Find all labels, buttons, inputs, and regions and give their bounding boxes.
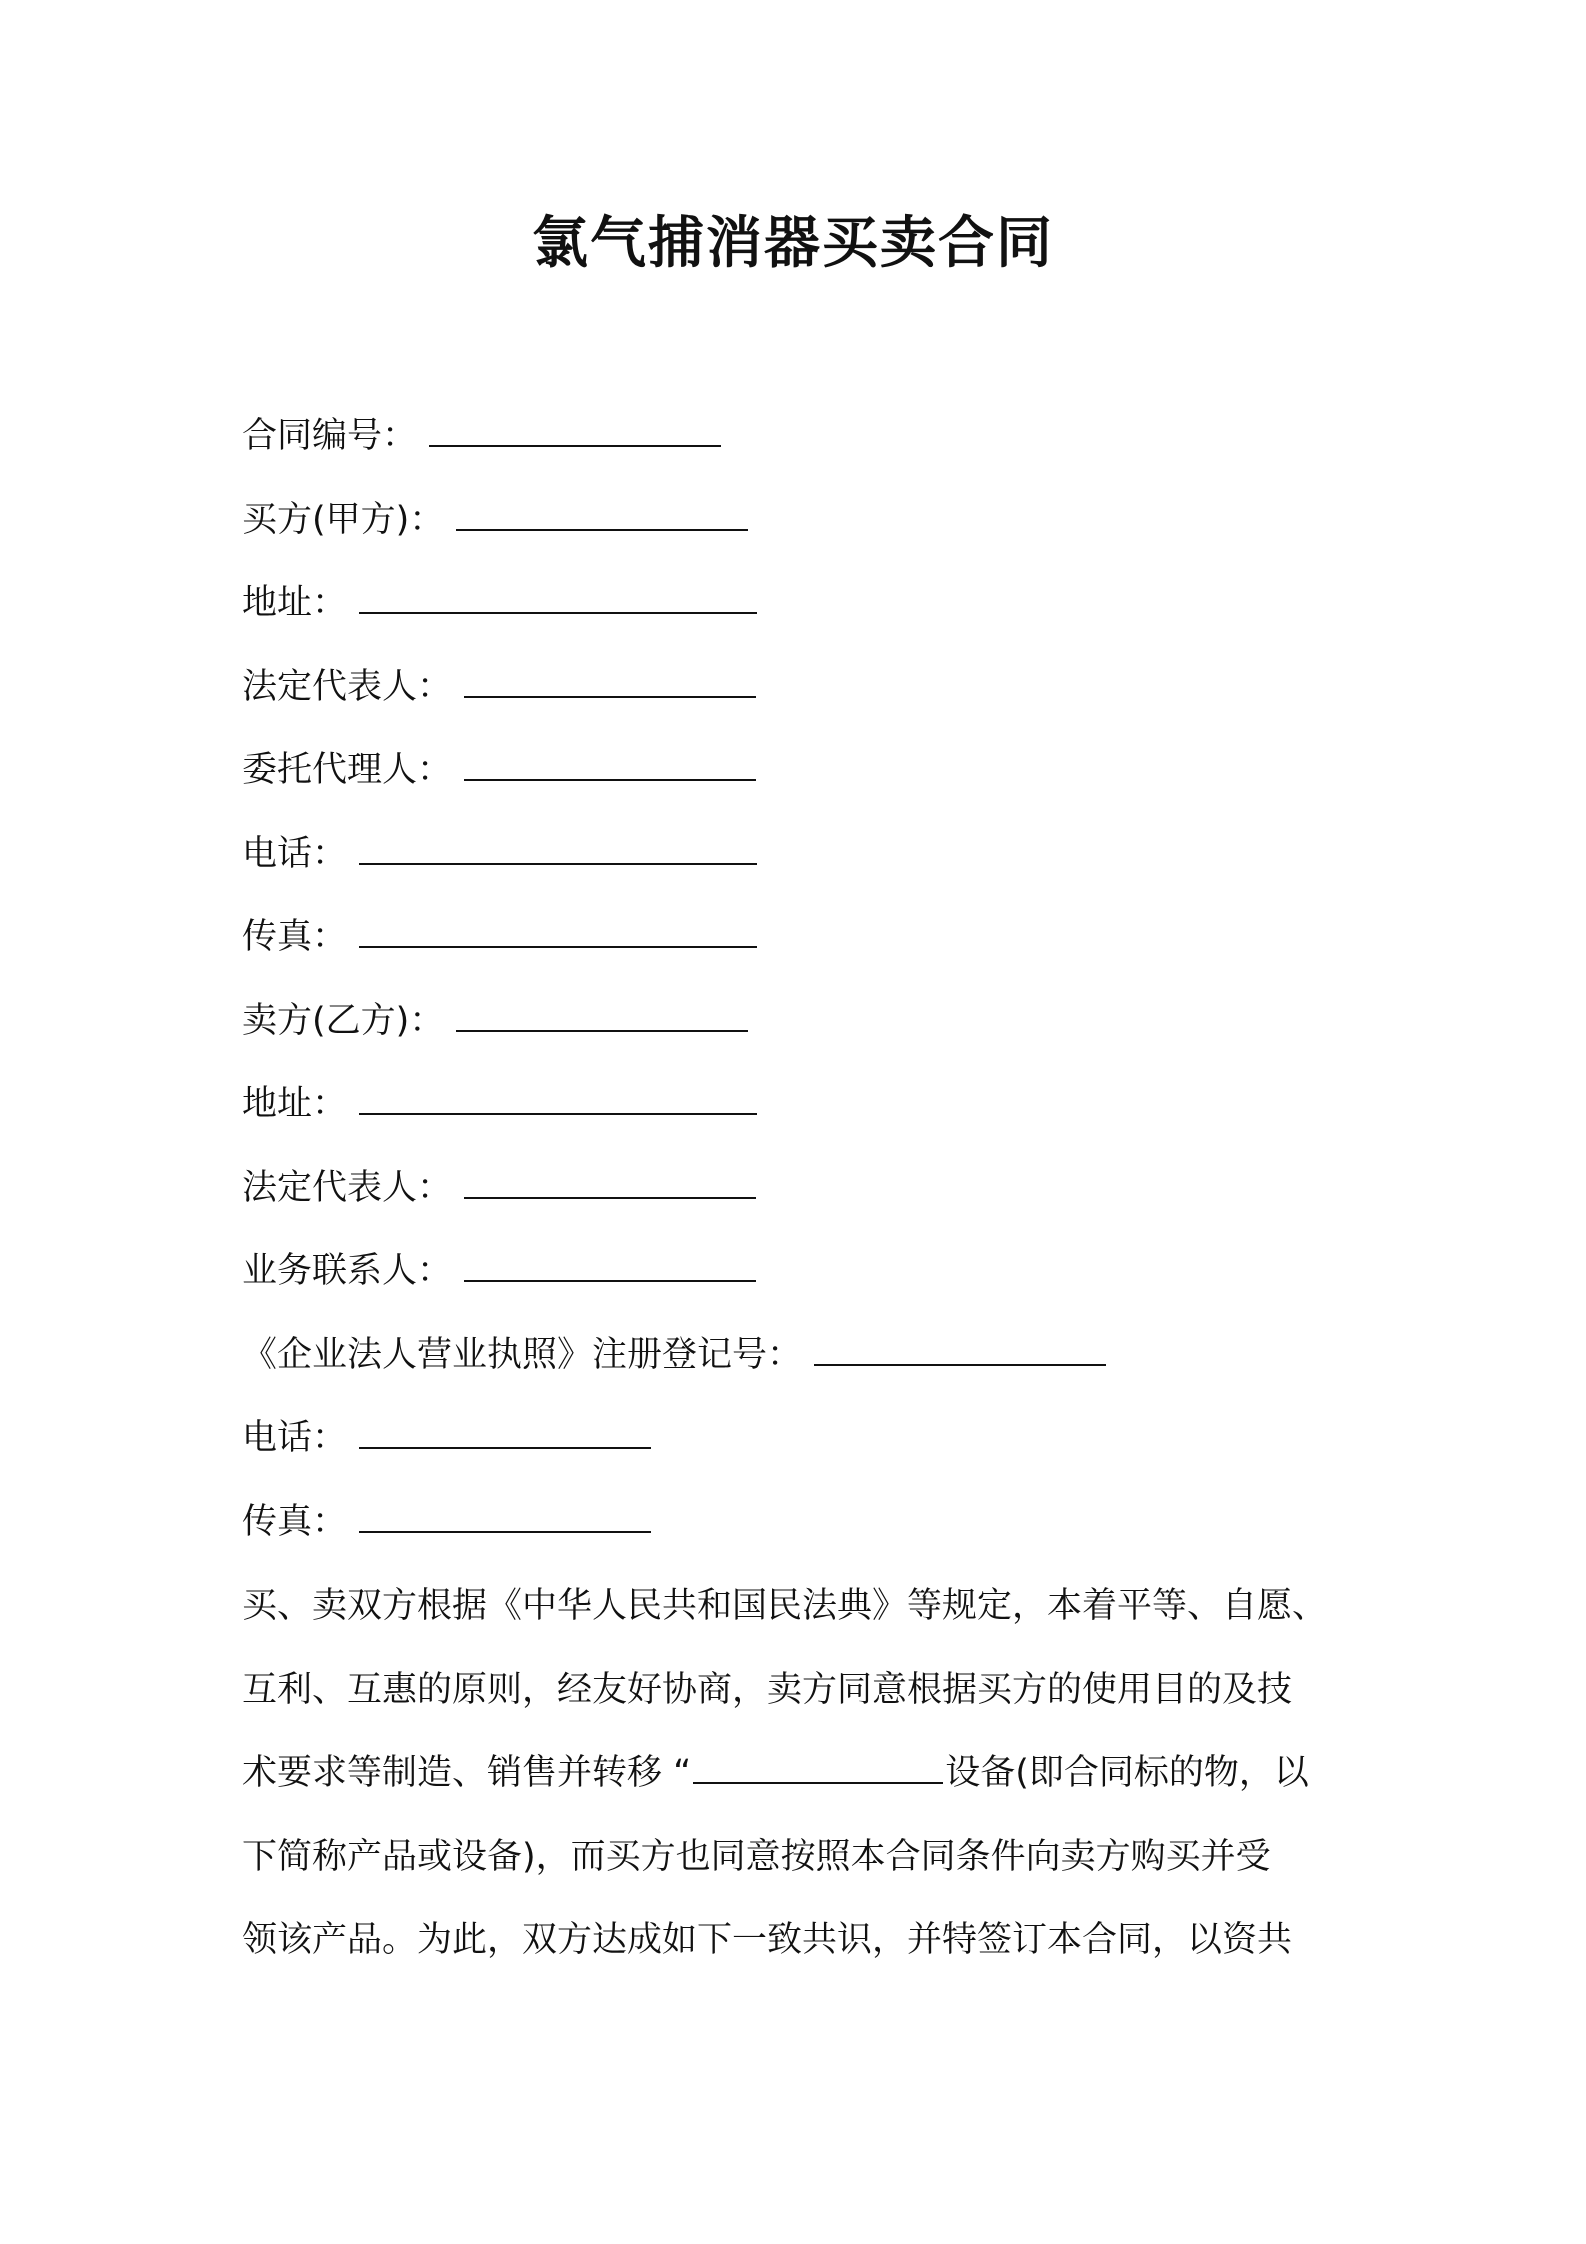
field-seller-address <box>242 1076 1362 1160</box>
blank-line <box>359 582 757 614</box>
field-label: 传真： <box>242 917 348 957</box>
field-seller-contact <box>242 1243 1362 1327</box>
blank-line <box>359 1083 757 1115</box>
field-label: 传真： <box>242 1501 348 1542</box>
blank-line <box>456 1000 748 1032</box>
field-contract-number <box>242 408 1362 492</box>
blank-line <box>464 1250 756 1282</box>
field-label: 电话： <box>242 833 348 874</box>
field-buyer-fax <box>242 909 1362 993</box>
field-label: 买方(甲方)： <box>242 499 445 540</box>
paragraph-line: 互利、互惠的原则，经友好协商，卖方同意根据买方的使用目的及技 <box>242 1669 1293 1710</box>
paragraph-text: 设备(即合同标的物，以 <box>945 1753 1309 1793</box>
field-label: 地址： <box>242 583 348 623</box>
blank-line <box>464 666 756 698</box>
field-seller <box>242 993 1362 1077</box>
field-seller-phone <box>242 1410 1362 1494</box>
field-seller-fax <box>242 1494 1362 1578</box>
contract-preamble <box>242 1578 1362 1996</box>
field-label: 业务联系人： <box>242 1251 453 1291</box>
blank-line <box>429 415 721 447</box>
field-label: 电话： <box>242 1418 348 1458</box>
field-seller-legal-rep <box>242 1160 1362 1244</box>
paragraph-text: 术要求等制造、销售并转移 “ <box>242 1753 692 1793</box>
paragraph-line: 下简称产品或设备)，而买方也同意按照本合同条件向卖方购买并受 <box>242 1836 1271 1877</box>
field-buyer-agent <box>242 742 1362 826</box>
field-buyer-address <box>242 575 1362 659</box>
blank-line <box>464 1167 756 1199</box>
field-buyer-legal-rep <box>242 659 1362 743</box>
field-buyer <box>242 492 1362 576</box>
field-buyer-phone <box>242 826 1362 910</box>
party-info-fields <box>242 408 1362 1577</box>
blank-line <box>359 916 757 948</box>
blank-line <box>693 1752 943 1784</box>
field-label: 法定代表人： <box>242 666 453 707</box>
blank-line <box>359 833 757 865</box>
field-label: 法定代表人： <box>242 1167 453 1208</box>
field-seller-registration <box>242 1327 1362 1411</box>
field-label: 地址： <box>242 1084 348 1124</box>
field-label: 卖方(乙方)： <box>242 1000 445 1041</box>
document-title: 氯气捕消器买卖合同 <box>532 211 1054 276</box>
field-label: 合同编号： <box>242 416 418 456</box>
paragraph-line: 买、卖双方根据《中华人民共和国民法典》等规定，本着平等、自愿、 <box>242 1586 1328 1626</box>
blank-line <box>359 1417 651 1449</box>
field-label: 《企业法人营业执照》注册登记号： <box>242 1334 803 1375</box>
blank-line <box>359 1501 651 1533</box>
paragraph-line: 领该产品。为此，双方达成如下一致共识，并特签订本合同，以资共 <box>242 1920 1293 1960</box>
blank-line <box>456 499 748 531</box>
paragraph-line <box>242 1745 1362 1829</box>
blank-line <box>814 1334 1106 1366</box>
field-label: 委托代理人： <box>242 750 453 790</box>
blank-line <box>464 749 756 781</box>
